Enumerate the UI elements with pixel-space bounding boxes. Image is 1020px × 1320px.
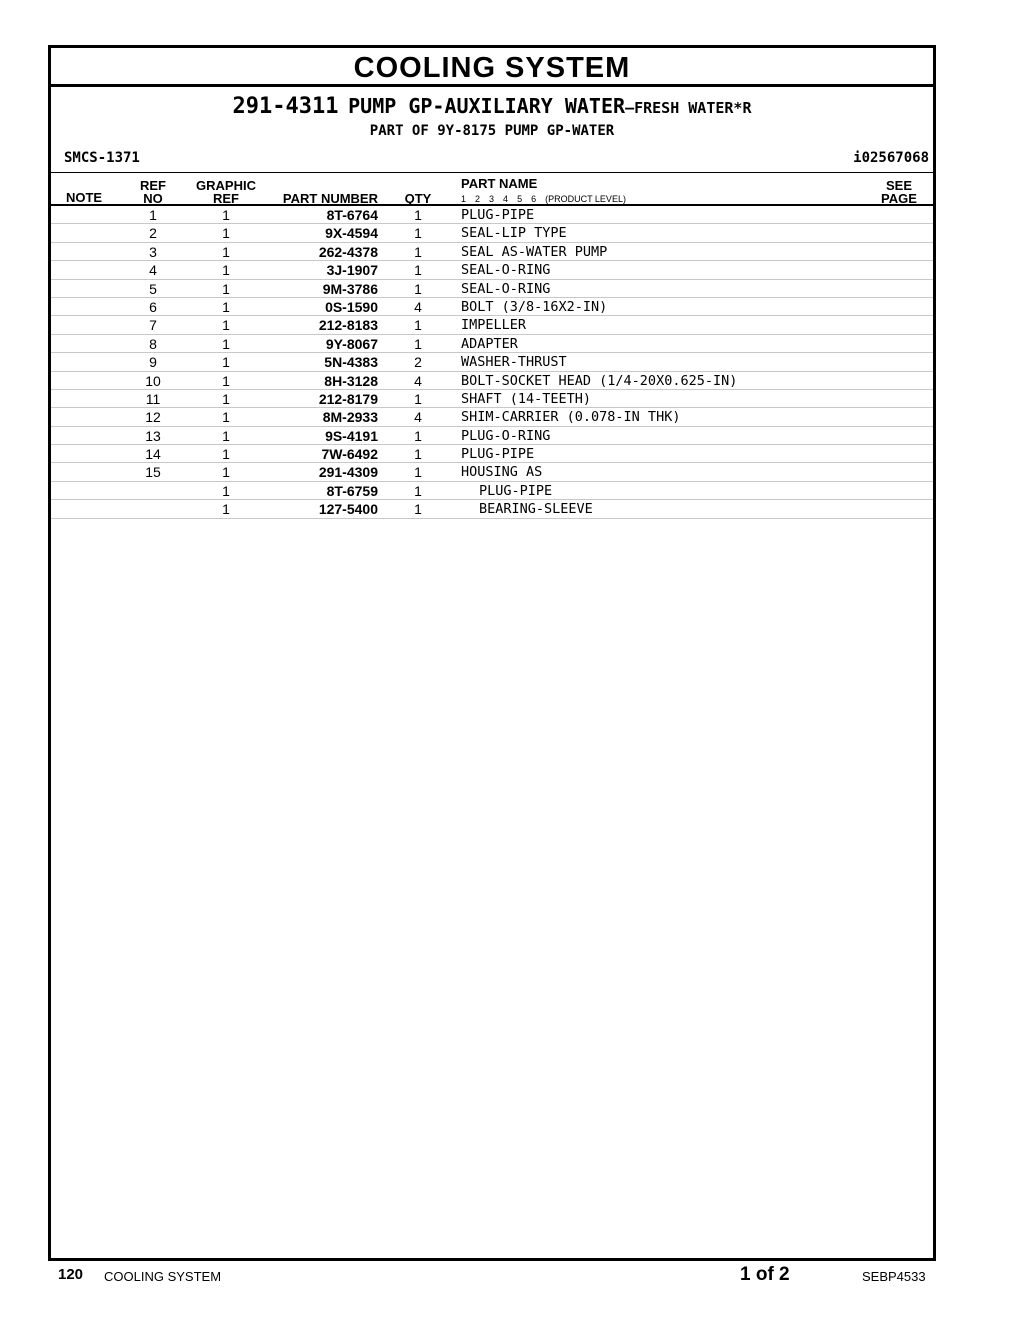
parts-table: [51, 206, 933, 519]
product-level-1: 1: [461, 194, 467, 204]
part-number: 291-4309: [318, 464, 378, 481]
table-row: [51, 372, 933, 390]
section-title: COOLING SYSTEM: [51, 48, 933, 87]
quantity: 1: [414, 446, 422, 463]
quantity: 2: [414, 354, 422, 371]
ref-no: 8: [149, 335, 157, 352]
ref-no: 7: [149, 317, 157, 334]
graphic-ref: 1: [222, 354, 230, 371]
graphic-ref: 1: [222, 280, 230, 297]
part-name: BEARING-SLEEVE: [479, 501, 593, 518]
table-row: [51, 408, 933, 426]
table-row: [51, 243, 933, 261]
header-divider: [51, 172, 933, 173]
smcs-code: SMCS-1371: [64, 150, 140, 166]
graphic-ref: 1: [222, 390, 230, 407]
table-row: [51, 500, 933, 518]
graphic-ref: 1: [222, 225, 230, 242]
part-number: 8T-6764: [326, 207, 378, 223]
header-part-name: PART NAME: [461, 176, 538, 191]
part-number: 212-8183: [318, 317, 378, 334]
quantity: 4: [414, 372, 422, 389]
header-part-number: PART NUMBER: [282, 191, 378, 206]
part-number: 3J-1907: [326, 262, 378, 279]
ref-no: 4: [149, 262, 157, 279]
part-name: SEAL AS-WATER PUMP: [461, 243, 608, 260]
part-name: PLUG-O-RING: [461, 427, 551, 444]
part-name: BOLT (3/8-16X2-IN): [461, 298, 608, 315]
graphic-ref: 1: [222, 482, 230, 499]
product-level-2: 2: [475, 194, 481, 204]
header-see-page-line2: PAGE: [881, 191, 917, 206]
part-name: ADAPTER: [461, 335, 518, 352]
product-level-5: 5: [517, 194, 523, 204]
graphic-ref: 1: [222, 409, 230, 426]
graphic-ref: 1: [222, 317, 230, 334]
part-name: SEAL-O-RING: [461, 262, 551, 279]
part-number: 8T-6759: [326, 482, 378, 499]
ref-no: 14: [145, 446, 161, 463]
graphic-ref: 1: [222, 207, 230, 223]
part-name: SEAL-O-RING: [461, 280, 551, 297]
part-number: 8H-3128: [324, 372, 378, 389]
part-name: PLUG-PIPE: [479, 482, 553, 499]
product-levels: [461, 194, 635, 204]
footer-page-number: 120: [58, 1266, 84, 1283]
part-number: 9X-4594: [325, 225, 378, 242]
graphic-ref: 1: [222, 298, 230, 315]
quantity: 1: [414, 427, 422, 444]
table-row: [51, 445, 933, 463]
group-heading: [51, 94, 933, 119]
graphic-ref: 1: [222, 501, 230, 518]
part-name: IMPELLER: [461, 317, 527, 334]
footer-publication: SEBP4533: [862, 1269, 926, 1284]
part-number: 5N-4383: [324, 354, 378, 371]
part-number: 9M-3786: [322, 280, 378, 297]
quantity: 1: [414, 501, 422, 518]
graphic-ref: 1: [222, 446, 230, 463]
table-row: [51, 427, 933, 445]
header-graphic-ref-line2: REF: [213, 191, 239, 206]
part-name: PLUG-PIPE: [461, 207, 535, 223]
product-level-3: 3: [489, 194, 495, 204]
ref-no: 3: [149, 243, 157, 260]
group-number: 291-4311: [232, 94, 339, 119]
header-ref-no-line1: REF: [140, 178, 166, 193]
quantity: 1: [414, 262, 422, 279]
group-name: PUMP GP-AUXILIARY WATER: [348, 94, 626, 118]
part-name: BOLT-SOCKET HEAD (1/4-20X0.625-IN): [461, 372, 738, 389]
product-level-label: (PRODUCT LEVEL): [545, 194, 626, 204]
quantity: 1: [414, 482, 422, 499]
header-graphic-ref-line1: GRAPHIC: [196, 178, 256, 193]
quantity: 1: [414, 464, 422, 481]
graphic-ref: 1: [222, 243, 230, 260]
ref-no: 12: [145, 409, 161, 426]
header-qty: QTY: [404, 191, 432, 206]
table-row: [51, 298, 933, 316]
part-name: WASHER-THRUST: [461, 354, 567, 371]
table-row: [51, 353, 933, 371]
part-name: SHAFT (14-TEETH): [461, 390, 592, 407]
header-ref-no-line2: NO: [143, 191, 163, 206]
ref-no: 1: [149, 207, 157, 223]
quantity: 4: [414, 298, 422, 315]
graphic-ref: 1: [222, 427, 230, 444]
part-number: 7W-6492: [321, 446, 378, 463]
table-row: [51, 280, 933, 298]
quantity: 1: [414, 317, 422, 334]
header-note: NOTE: [65, 190, 103, 205]
quantity: 1: [414, 335, 422, 352]
part-number: 262-4378: [318, 243, 378, 260]
group-suffix: —FRESH WATER*R: [625, 99, 752, 117]
table-row: [51, 390, 933, 408]
part-name: SHIM-CARRIER (0.078-IN THK): [461, 409, 681, 426]
graphic-ref: 1: [222, 262, 230, 279]
part-name: PLUG-PIPE: [461, 446, 535, 463]
part-number: 127-5400: [318, 501, 378, 518]
graphic-ref: 1: [222, 372, 230, 389]
part-number: 9S-4191: [325, 427, 378, 444]
table-row: [51, 463, 933, 481]
graphic-ref: 1: [222, 464, 230, 481]
quantity: 4: [414, 409, 422, 426]
quantity: 1: [414, 243, 422, 260]
ref-no: 11: [145, 390, 161, 407]
product-level-4: 4: [503, 194, 509, 204]
header-see-page-line1: SEE: [885, 178, 912, 193]
quantity: 1: [414, 280, 422, 297]
page-frame: [48, 45, 936, 1261]
quantity: 1: [414, 390, 422, 407]
footer-page-of: 1 of 2: [740, 1264, 790, 1285]
ref-no: 10: [145, 372, 161, 389]
part-number: 0S-1590: [325, 298, 378, 315]
quantity: 1: [414, 225, 422, 242]
ref-no: 13: [145, 427, 161, 444]
ref-no: 6: [149, 298, 157, 315]
ref-no: 5: [149, 280, 157, 297]
ref-no: 2: [149, 225, 157, 242]
table-row: [51, 482, 933, 500]
table-row: [51, 335, 933, 353]
part-of-line: PART OF 9Y-8175 PUMP GP-WATER: [369, 123, 615, 139]
part-number: 212-8179: [318, 390, 378, 407]
ref-no: 15: [145, 464, 161, 481]
product-level-6: 6: [531, 194, 537, 204]
table-row: [51, 224, 933, 242]
ref-no: 9: [149, 354, 157, 371]
part-name: SEAL-LIP TYPE: [461, 225, 567, 242]
table-row: [51, 261, 933, 279]
table-row: [51, 316, 933, 334]
part-name: HOUSING AS: [461, 464, 543, 481]
part-number: 8M-2933: [322, 409, 378, 426]
table-row: [51, 206, 933, 224]
part-number: 9Y-8067: [325, 335, 378, 352]
illustration-id: i02567068: [853, 150, 929, 166]
footer-section: COOLING SYSTEM: [104, 1269, 222, 1284]
quantity: 1: [414, 207, 422, 223]
graphic-ref: 1: [222, 335, 230, 352]
